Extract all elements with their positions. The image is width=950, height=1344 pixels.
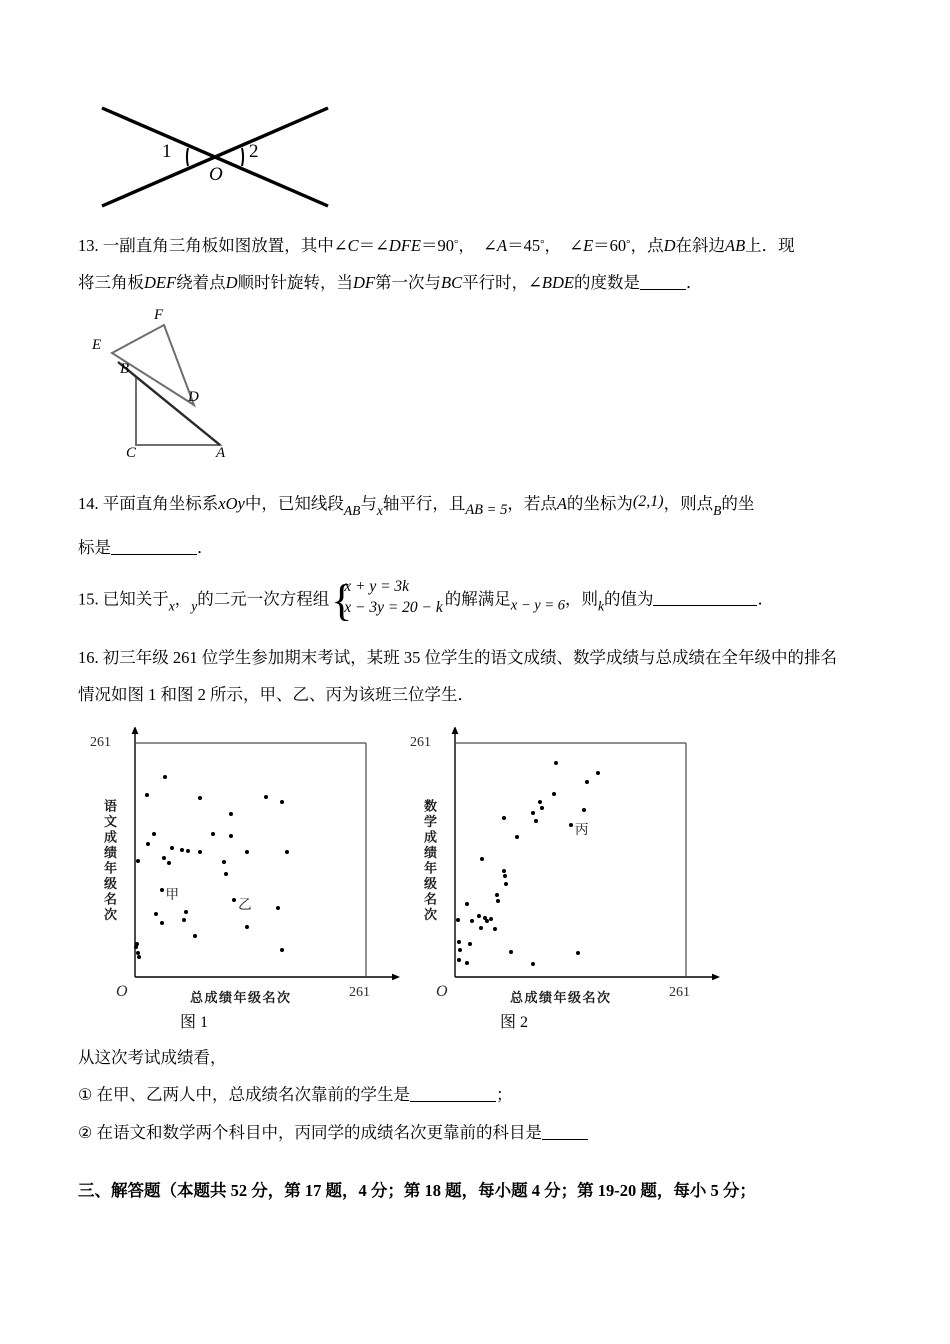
q15-comma: ， bbox=[174, 589, 192, 609]
q14-text-d: 轴平行，且 bbox=[382, 494, 466, 513]
q15-text-c: 的解满足 bbox=[444, 589, 511, 609]
scatter-point bbox=[280, 800, 284, 804]
scatter-point bbox=[154, 912, 158, 916]
crossing-lines-svg bbox=[96, 96, 356, 220]
scatter-point bbox=[160, 888, 164, 892]
q14-text-line2: 标是 bbox=[78, 538, 111, 557]
q15-period: ． bbox=[757, 589, 774, 609]
q13-text-d: ， ∠ bbox=[458, 236, 497, 255]
q13-label-DFE: DFE bbox=[388, 236, 421, 255]
q16-lead-in bbox=[78, 1039, 878, 1076]
scatter-point bbox=[554, 761, 558, 765]
scatter-point bbox=[493, 927, 497, 931]
q16-lead-text: 从这次考试成绩看， bbox=[78, 1048, 227, 1067]
chart-1-x-axis-label: 总成绩年级名次 bbox=[190, 990, 292, 1005]
q13-label-C: C bbox=[347, 236, 359, 255]
tri-label-D: D bbox=[188, 389, 199, 405]
scatter-point bbox=[152, 832, 156, 836]
scatter-point bbox=[503, 874, 507, 878]
scatter-point bbox=[504, 882, 508, 886]
q13-label-DEF: DEF bbox=[144, 273, 177, 292]
scatter-point bbox=[502, 816, 506, 820]
angle-1-label: 1 bbox=[162, 141, 172, 162]
q13-text-n: 第一次与 bbox=[375, 273, 441, 292]
q13-text-a: 一副直角三角板如图放置，其中∠ bbox=[102, 236, 348, 255]
q14-text-f: 的坐标为 bbox=[566, 494, 633, 513]
scatter-point bbox=[264, 795, 268, 799]
q14-text-b: 中，已知线段 bbox=[244, 494, 344, 513]
q13-text-o: 平行时，∠ bbox=[462, 273, 542, 292]
q14-text-h: 的坐 bbox=[721, 494, 755, 513]
scatter-point bbox=[136, 951, 140, 955]
question-16 bbox=[78, 639, 878, 713]
question-15 bbox=[78, 576, 878, 625]
page-content bbox=[78, 96, 878, 1208]
scatter-point bbox=[285, 850, 289, 854]
q13-label-D2: D bbox=[225, 273, 238, 292]
scatter-point-label: 乙 bbox=[238, 896, 252, 912]
scatter-point bbox=[145, 793, 149, 797]
tri-label-C: C bbox=[126, 445, 137, 461]
scatter-point bbox=[163, 775, 167, 779]
scatter-point bbox=[134, 945, 138, 949]
scatter-point bbox=[457, 940, 461, 944]
q13-text-g: ＝60 bbox=[593, 236, 627, 255]
scatter-point bbox=[576, 951, 580, 955]
scatter-point bbox=[167, 861, 171, 865]
scatter-point bbox=[211, 832, 215, 836]
charts-row bbox=[78, 727, 878, 1031]
chart-1-plot-area bbox=[135, 743, 366, 977]
chart-2-x-max-tick: 261 bbox=[669, 985, 690, 1000]
scatter-point bbox=[276, 906, 280, 910]
q13-text-b: ＝∠ bbox=[358, 236, 389, 255]
scatter-point bbox=[468, 942, 472, 946]
q13-label-A: A bbox=[496, 236, 508, 255]
scatter-point bbox=[193, 934, 197, 938]
q13-text-p: 的度数是 bbox=[574, 273, 640, 292]
q15-text-d: ，则 bbox=[564, 589, 598, 609]
scatter-point bbox=[489, 917, 493, 921]
q14-label-AB: AB bbox=[343, 503, 361, 518]
q15-text-b: 的二元一次方程组 bbox=[197, 589, 330, 609]
q16-sub1-marker: ① bbox=[78, 1087, 93, 1104]
chart-2-y-axis-label: 数学成绩年级名次 bbox=[422, 799, 437, 923]
scatter-point bbox=[465, 961, 469, 965]
chart-2-shuxue bbox=[410, 727, 744, 1031]
scatter-point bbox=[502, 869, 506, 873]
chart-1-origin-label: O bbox=[116, 983, 128, 1000]
q16-sub-2 bbox=[78, 1114, 878, 1152]
scatter-point bbox=[509, 950, 513, 954]
chart-1-x-max-tick: 261 bbox=[349, 985, 370, 1000]
q14-label-A: A bbox=[556, 494, 567, 513]
scatter-point bbox=[245, 925, 249, 929]
scatter-point bbox=[582, 808, 586, 812]
scatter-point bbox=[229, 812, 233, 816]
scatter-point bbox=[496, 899, 500, 903]
scatter-point bbox=[222, 860, 226, 864]
chart-1-caption: 图 1 bbox=[180, 1014, 209, 1031]
chart-2-y-max-tick: 261 bbox=[410, 735, 431, 750]
q13-text-k: 将三角板 bbox=[78, 273, 144, 292]
q13-degree-3: ° bbox=[626, 238, 631, 250]
triangles-svg bbox=[88, 305, 288, 465]
chart-1-yuwen bbox=[90, 727, 424, 1031]
q15-label-k: k bbox=[597, 598, 604, 614]
origin-O-label: O bbox=[209, 164, 223, 185]
q16-sub2-answer-blank[interactable] bbox=[542, 1139, 588, 1140]
q13-degree-1: ° bbox=[454, 238, 459, 250]
tri-label-E: E bbox=[92, 337, 102, 353]
figure-triangle-set-squares bbox=[88, 305, 288, 465]
scatter-point bbox=[170, 846, 174, 850]
q16-sub2-marker: ② bbox=[78, 1125, 93, 1142]
scatter-point-label: 丙 bbox=[574, 821, 589, 837]
q14-label-B: B bbox=[713, 503, 722, 518]
q13-label-DF: DF bbox=[353, 273, 375, 292]
scatter-point bbox=[495, 893, 499, 897]
scatter-point-label: 甲 bbox=[165, 887, 180, 903]
scatter-point bbox=[569, 823, 573, 827]
q14-text-c: 与 bbox=[360, 494, 377, 513]
scatter-point bbox=[534, 819, 538, 823]
question-13 bbox=[78, 226, 878, 301]
q15-equation-2: x − 3y = 20 − k bbox=[344, 599, 443, 616]
scatter-point bbox=[479, 926, 483, 930]
q13-text-j: 上．现 bbox=[745, 236, 795, 255]
q14-number: 14. bbox=[78, 494, 99, 513]
scatter-point bbox=[146, 842, 150, 846]
chart-2-origin-label: O bbox=[436, 983, 448, 1000]
q16-sub2-text: 在语文和数学两个科目中，丙同学的成绩名次更靠前的科目是 bbox=[96, 1123, 542, 1142]
q13-period: ． bbox=[686, 273, 703, 292]
scatter-point bbox=[531, 962, 535, 966]
scatter-point bbox=[457, 958, 461, 962]
q13-text-e: ＝45 bbox=[507, 236, 541, 255]
scatter-point bbox=[585, 780, 589, 784]
scatter-point bbox=[245, 850, 249, 854]
q16-sub1-text: 在甲、乙两人中，总成绩名次靠前的学生是 bbox=[96, 1085, 410, 1104]
scatter-point bbox=[137, 955, 141, 959]
chart-2-plot-area bbox=[455, 743, 686, 977]
q15-answer-blank[interactable] bbox=[653, 605, 757, 606]
q15-text-e: 的值为 bbox=[603, 589, 654, 609]
scatter-point bbox=[480, 857, 484, 861]
q15-equation-system bbox=[331, 576, 443, 625]
q14-text-g: ，则点 bbox=[663, 494, 714, 513]
scatter-point bbox=[477, 914, 481, 918]
chart-2-x-axis-label: 总成绩年级名次 bbox=[510, 990, 612, 1005]
chart-1-y-max-tick: 261 bbox=[90, 735, 111, 750]
q15-label-y: y bbox=[191, 598, 198, 614]
q15-equation-1: x + y = 3k bbox=[344, 578, 410, 595]
q13-label-BC: BC bbox=[441, 273, 463, 292]
section-3-heading: 三、解答题（本题共 52 分，第 17 题，4 分；第 18 题，每小题 4 分；第 19-20 题，每小 5 分； bbox=[78, 1181, 756, 1200]
q13-label-E: E bbox=[583, 236, 594, 255]
q13-text-f: ， ∠ bbox=[544, 236, 584, 255]
q13-number: 13. bbox=[78, 236, 99, 255]
scatter-point bbox=[232, 898, 236, 902]
q16-sub1-answer-blank[interactable] bbox=[410, 1101, 496, 1102]
q15-text-a: 已知关于 bbox=[102, 589, 169, 609]
q14-period: ． bbox=[197, 538, 214, 557]
q13-label-BDE: BDE bbox=[541, 273, 574, 292]
q16-sub1-semicolon: ； bbox=[495, 1085, 513, 1104]
tri-label-A: A bbox=[216, 445, 226, 461]
scatter-point bbox=[458, 948, 462, 952]
scatter-point bbox=[198, 850, 202, 854]
system-brace: { bbox=[331, 575, 353, 625]
scatter-point bbox=[184, 910, 188, 914]
scatter-point bbox=[224, 872, 228, 876]
q16-text-line1: 初三年级 261 位学生参加期末考试，某班 35 位学生的语文成绩、数学成绩与总成绩在全年级中的排名 bbox=[102, 648, 837, 667]
q13-text-m: 顺时针旋转，当 bbox=[237, 273, 353, 292]
q13-text-i: 在斜边 bbox=[675, 236, 725, 255]
angle-2-label: 2 bbox=[249, 141, 259, 162]
scatter-point bbox=[531, 811, 535, 815]
scatter-point bbox=[538, 800, 542, 804]
scatter-point bbox=[180, 848, 184, 852]
scatter-point bbox=[198, 796, 202, 800]
q13-text-l: 绕着点 bbox=[176, 273, 226, 292]
scatter-point bbox=[136, 859, 140, 863]
q14-answer-blank[interactable] bbox=[111, 554, 197, 555]
q13-label-AB: AB bbox=[724, 236, 746, 255]
scatter-point bbox=[456, 918, 460, 922]
q13-text-c: ＝90 bbox=[421, 236, 454, 255]
q16-number: 16. bbox=[78, 648, 99, 667]
scatter-point bbox=[470, 919, 474, 923]
q16-sub-1 bbox=[78, 1076, 878, 1114]
scatter-point bbox=[515, 835, 519, 839]
chart-1-y-axis-label: 语文成绩年级名次 bbox=[102, 799, 117, 923]
tri-label-B: B bbox=[120, 361, 130, 377]
q13-answer-blank[interactable] bbox=[640, 289, 686, 290]
scatter-point bbox=[596, 771, 600, 775]
q16-text-line2: 情况如图 1 和图 2 所示，甲、乙、丙为该班三位学生． bbox=[78, 685, 474, 704]
q14-eq-AB5: AB = 5 bbox=[465, 502, 508, 518]
q14-coordinate-A: (2,1) bbox=[632, 493, 664, 510]
chart-2-caption: 图 2 bbox=[500, 1014, 529, 1031]
q15-number: 15. bbox=[78, 589, 99, 609]
scatter-point bbox=[229, 834, 233, 838]
q13-text-h: ，点 bbox=[630, 236, 664, 255]
scatter-point bbox=[160, 921, 164, 925]
scatter-point bbox=[465, 902, 469, 906]
scatter-point bbox=[280, 948, 284, 952]
question-14 bbox=[78, 483, 878, 566]
q14-label-x: x bbox=[376, 503, 383, 518]
scatter-point bbox=[162, 856, 166, 860]
q14-text-a: 平面直角坐标系 bbox=[102, 494, 219, 513]
scatter-point bbox=[186, 849, 190, 853]
q13-degree-2: ° bbox=[540, 238, 545, 250]
scatter-point bbox=[182, 918, 186, 922]
tri-label-F: F bbox=[154, 307, 164, 323]
scatter-point bbox=[552, 792, 556, 796]
q14-text-e: ，若点 bbox=[507, 494, 557, 513]
figure-crossing-lines bbox=[96, 96, 356, 220]
scatter-point bbox=[540, 806, 544, 810]
q15-label-x: x bbox=[168, 598, 175, 614]
q14-label-xOy: xOy bbox=[218, 494, 245, 513]
q13-label-D: D bbox=[663, 236, 676, 255]
scatter-point bbox=[485, 919, 489, 923]
q15-equation-3: x − y = 6 bbox=[510, 597, 565, 614]
